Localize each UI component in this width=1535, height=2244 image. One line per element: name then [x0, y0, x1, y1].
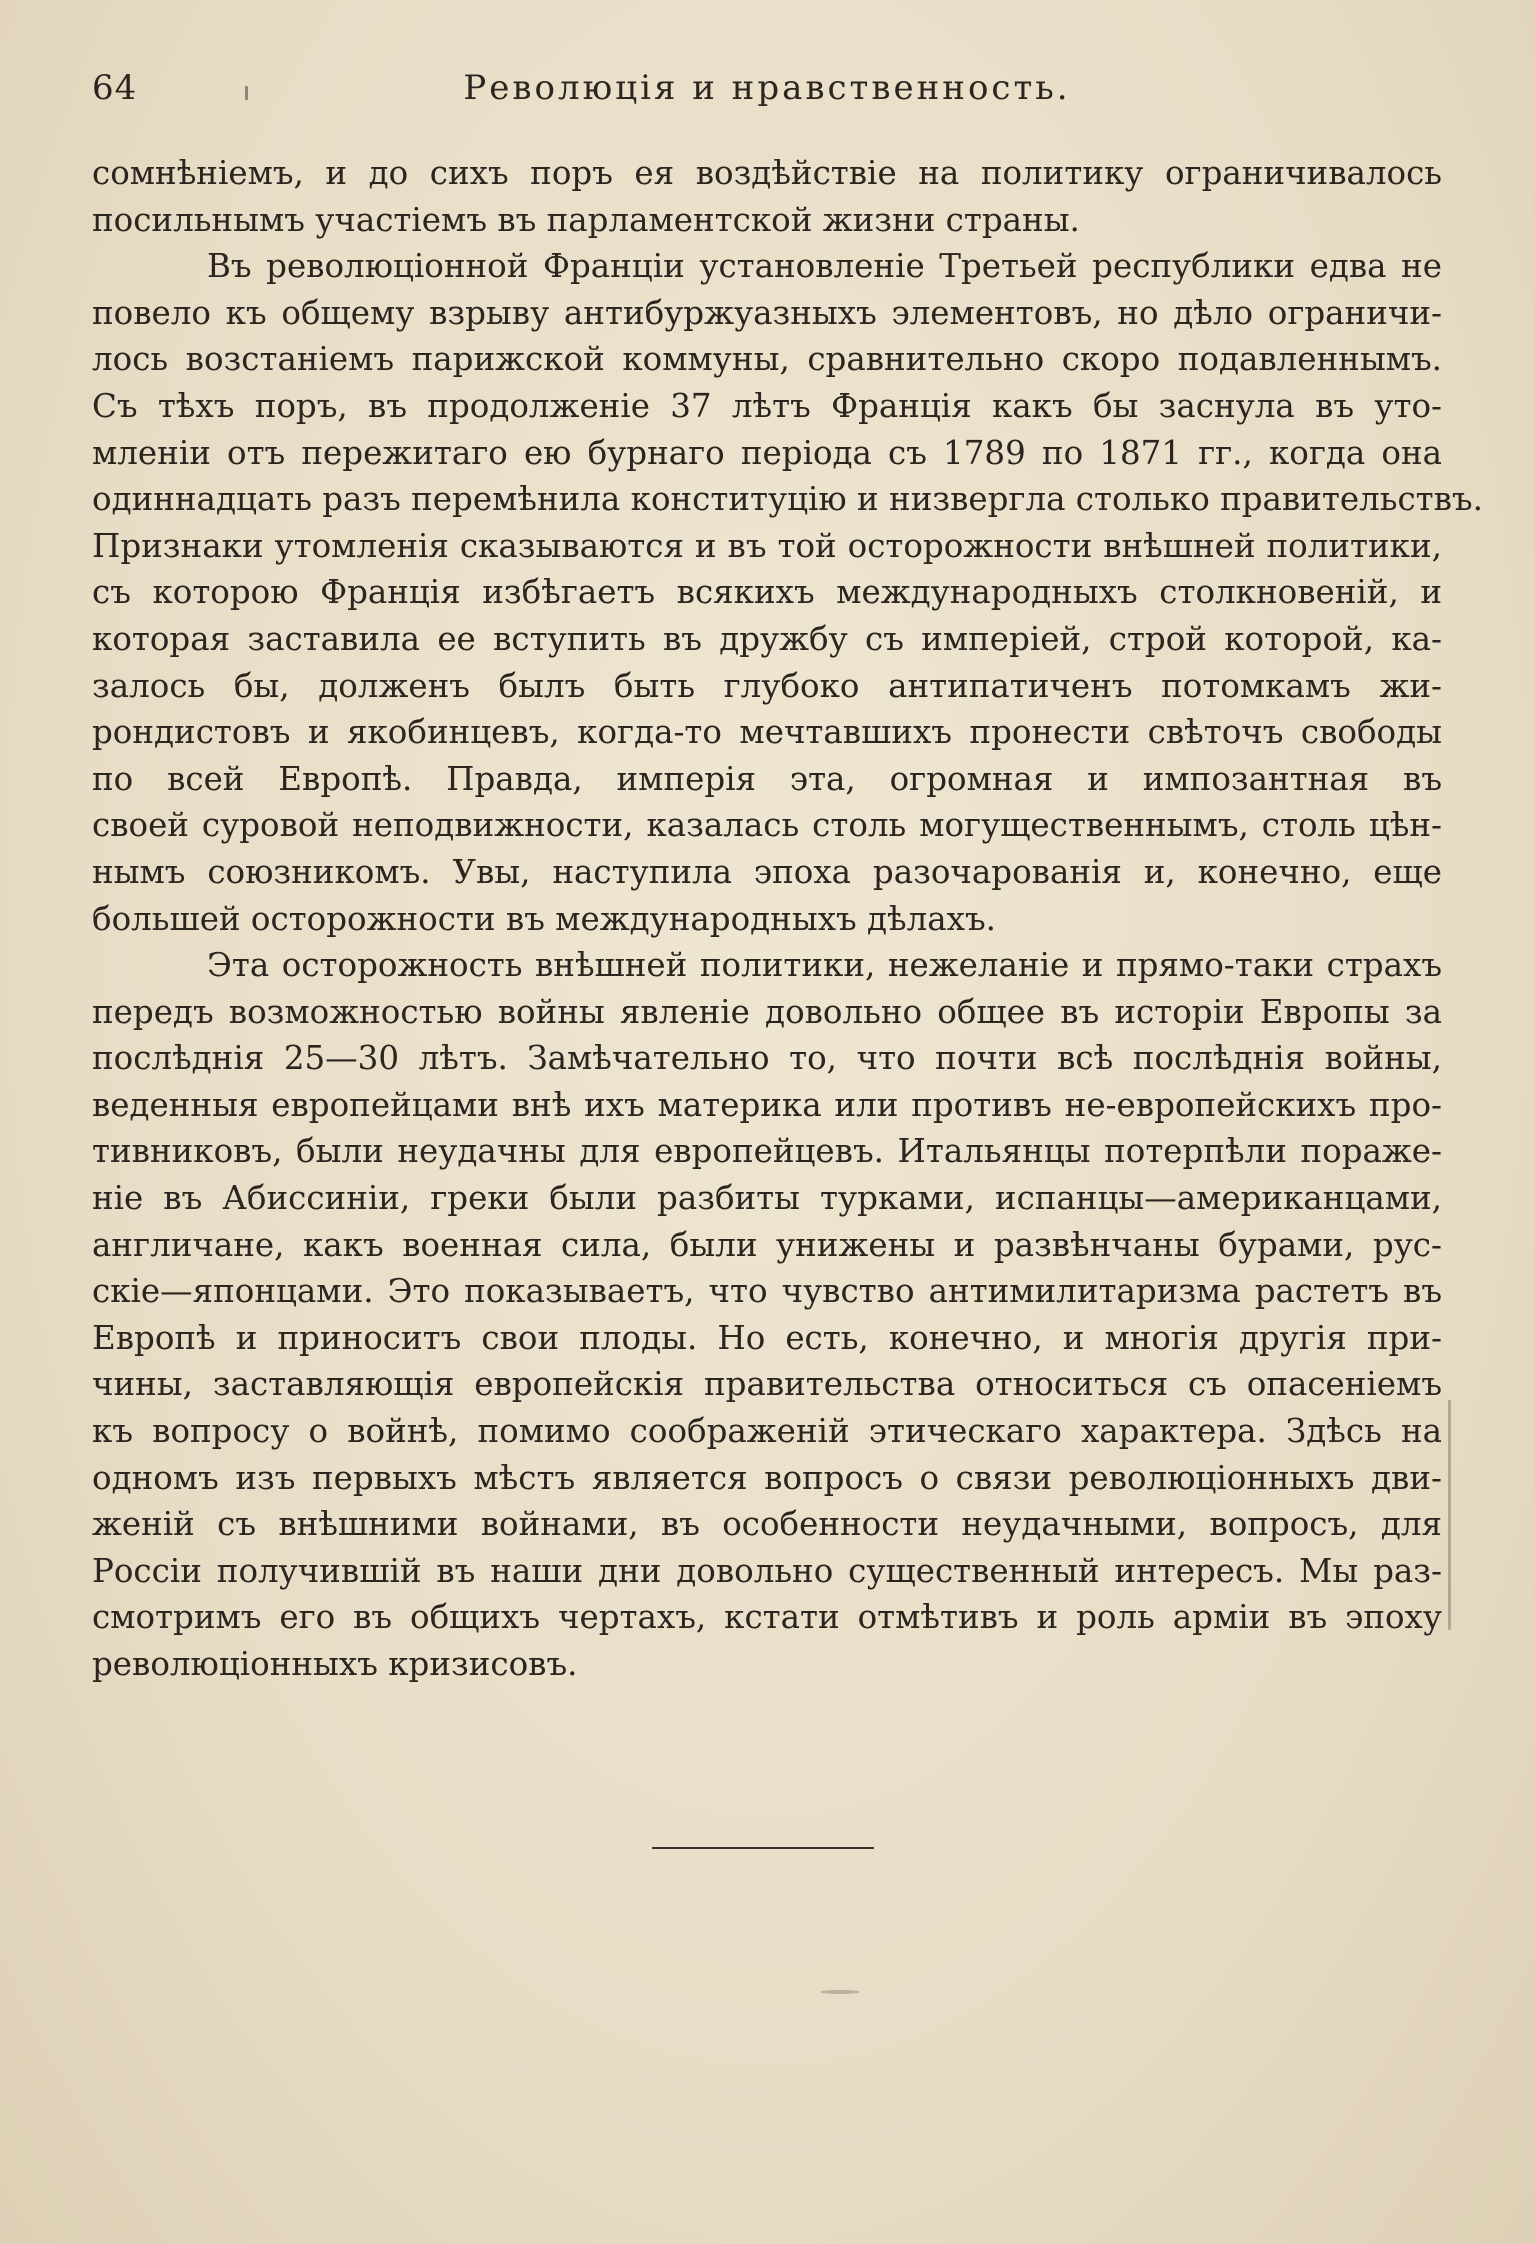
page-header [92, 68, 1442, 118]
text-line: тивниковъ, были неудачны для европейцевъ. Итальянцы потерпѣли пораже- [92, 1132, 1442, 1171]
paragraph [92, 243, 1483, 942]
text-line: къ вопросу о войнѣ, помимо соображеній этическаго характера. Здѣсь на [92, 1412, 1442, 1451]
text-line: Признаки утомленія сказываются и въ той осторожности внѣшней политики, [92, 526, 1442, 565]
text-line: чины, заставляющія европейскія правительства относиться съ опасеніемъ [92, 1365, 1442, 1404]
text-line: женій съ внѣшними войнами, въ особенности неудачными, вопросъ, для [92, 1505, 1442, 1544]
text-line: послѣднія 25—30 лѣтъ. Замѣчательно то, что почти всѣ послѣднія войны, [92, 1039, 1442, 1078]
text-line: сомнѣніемъ, и до сихъ поръ ея воздѣйствіе на политику ограничивалось [92, 154, 1442, 192]
text-line: Въ революціонной Франціи установленіе Третьей республики едва не [207, 247, 1442, 286]
text-line: большей осторожности въ международныхъ дѣлахъ. [92, 899, 997, 938]
text-line: съ которою Франція избѣгаетъ всякихъ международныхъ столкновеній, и [92, 573, 1442, 612]
text-line: революціонныхъ кризисовъ. [92, 1645, 578, 1683]
text-line: Съ тѣхъ поръ, въ продолженіе 37 лѣтъ Франція какъ бы заснула въ уто- [92, 386, 1442, 425]
text-line: веденныя европейцами внѣ ихъ материка или противъ не-европейскихъ про- [92, 1085, 1442, 1124]
page-number: 64 [92, 68, 138, 108]
text-line: лось возстаніемъ парижской коммуны, сравнительно скоро подавленнымъ. [92, 340, 1442, 379]
text-line: рондистовъ и якобинцевъ, когда-то мечтавшихъ пронести свѣточъ свободы [92, 713, 1442, 752]
paragraph [92, 942, 1442, 1688]
text-line: посильнымъ участіемъ въ парламентской жизни страны. [92, 200, 1080, 239]
text-line: одномъ изъ первыхъ мѣстъ является вопросъ о связи революціонныхъ дви- [92, 1458, 1442, 1497]
print-speck [820, 1990, 860, 1994]
text-line: мленіи отъ пережитаго ею бурнаго періода съ 1789 по 1871 гг., когда она [92, 433, 1442, 472]
text-line: залось бы, долженъ былъ быть глубоко антипатиченъ потомкамъ жи- [92, 666, 1442, 705]
text-line: англичане, какъ военная сила, были унижены и развѣнчаны бурами, рус- [92, 1225, 1442, 1264]
body-text [92, 150, 1483, 1688]
text-line: ніе въ Абиссиніи, греки были разбиты турками, испанцы—американцами, [92, 1179, 1442, 1218]
text-line: передъ возможностью войны явленіе довольно общее въ исторіи Европы за [92, 992, 1442, 1031]
text-line: по всей Европѣ. Правда, имперія эта, огромная и импозантная въ [92, 759, 1442, 798]
running-title: Революція и нравственность. [463, 68, 1071, 108]
section-end-rule [652, 1847, 874, 1849]
text-line: смотримъ его въ общихъ чертахъ, кстати отмѣтивъ и роль арміи въ эпоху [92, 1598, 1442, 1637]
text-line: одиннадцать разъ перемѣнила конституцію и низвергла столько правительствъ. [92, 480, 1483, 519]
text-line: Европѣ и приноситъ свои плоды. Но есть, конечно, и многія другія при- [92, 1318, 1442, 1357]
text-line: Эта осторожность внѣшней политики, нежеланіе и прямо-таки страхъ [207, 946, 1442, 985]
text-line: нымъ союзникомъ. Увы, наступила эпоха разочарованія и, конечно, еще [92, 852, 1442, 891]
text-line: которая заставила ее вступить въ дружбу съ имперіей, строй которой, ка- [92, 619, 1442, 658]
text-line: повело къ общему взрыву антибуржуазныхъ элементовъ, но дѣло ограничи- [92, 293, 1442, 332]
paragraph [92, 150, 1442, 243]
text-line: своей суровой неподвижности, казалась столь могущественнымъ, столь цѣн- [92, 806, 1442, 845]
text-line: Россіи получившій въ наши дни довольно существенный интересъ. Мы раз- [92, 1551, 1442, 1590]
text-line: скіе—японцами. Это показываетъ, что чувство антимилитаризма растетъ въ [92, 1272, 1442, 1311]
margin-mark [1448, 1400, 1451, 1630]
print-speck [245, 86, 248, 100]
